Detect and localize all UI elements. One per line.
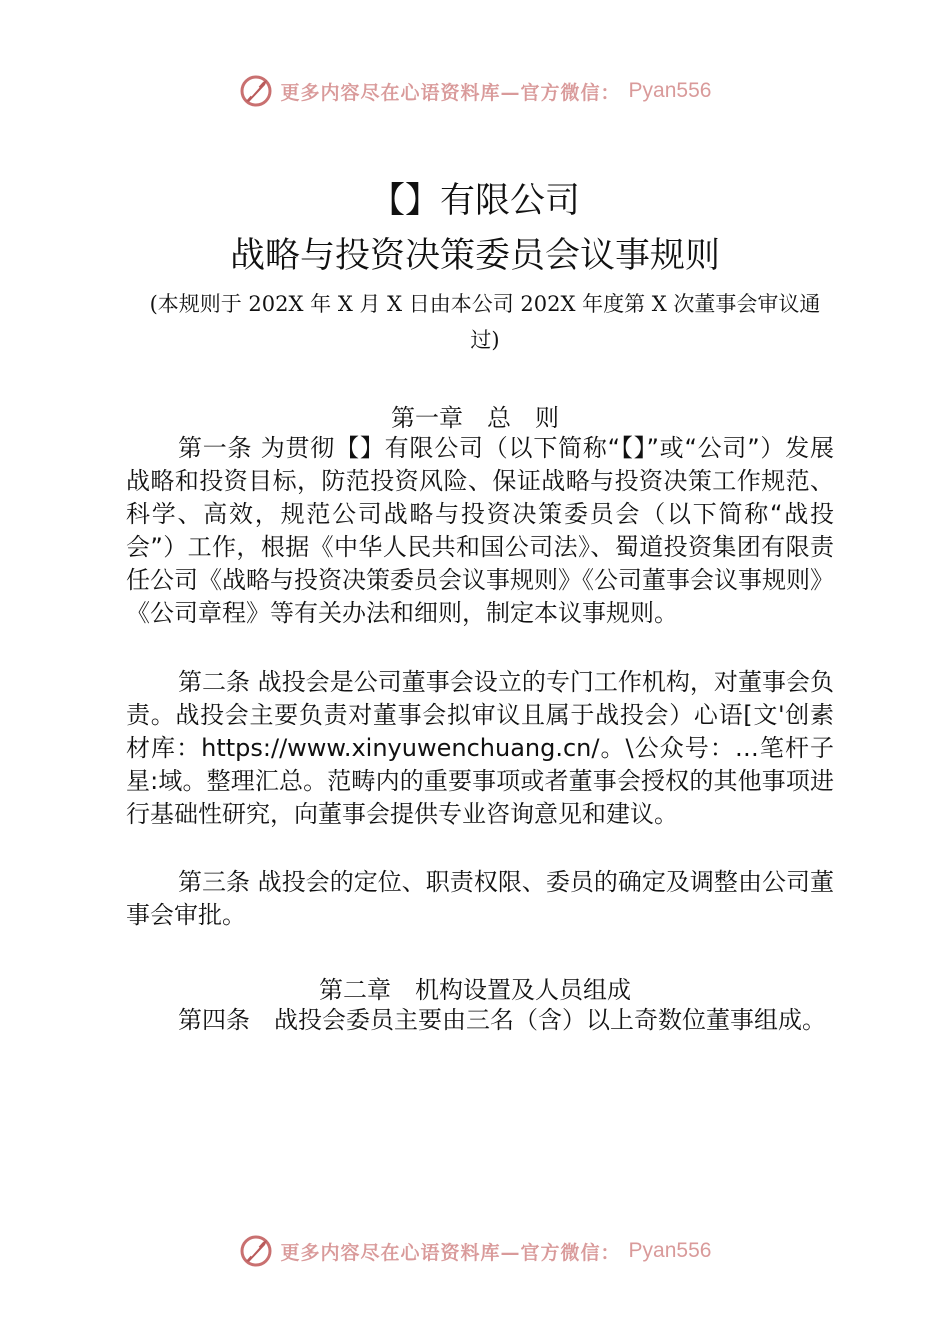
watermark-wechat-id: Pyan556 [628,79,712,102]
chapter-2-heading: 第二章 机构设置及人员组成 [319,976,631,1004]
article-2: 第二条 战投会是公司董事会设立的专门工作机构，对董事会负责。战投会主要负责对董事会拟审议且属于战投会）心语[文'创素材库：https://www.xinyuwenchuang.cn/。\公众号：…笔杆子星:域。整理汇总。范畴内的重要事项或者董事会授权的其他事项进行基础性研究，向董事会提供专业咨询意见和建议。 [126,668,834,828]
quill-logo-icon [239,74,273,108]
watermark-wechat-id: Pyan556 [628,1239,712,1262]
chapter-1-heading: 第一章 总 则 [391,404,559,432]
adoption-note: (本规则于 202X 年 X 月 X 日由本公司 202X 年度第 X 次董事会审议通过) [149,292,821,352]
article-3: 第三条 战投会的定位、职责权限、委员的确定及调整由公司董事会审批。 [126,868,834,929]
article-4: 第四条 战投会委员主要由三名（含）以上奇数位董事组成。 [178,1006,826,1034]
article-1: 第一条 为贯彻【】有限公司（以下简称“【】”或“公司”）发展战略和投资目标，防范投资风险、保证战略与投资决策工作规范、科学、高效，规范公司战略与投资决策委员会（以下简称“战投会”）工作，根据《中华人民共和国公司法》、蜀道投资集团有限责任公司《战略与投资决策委员会议事规则》《公司董事会议事规则》《公司章程》等有关办法和细则，制定本议事规则。 [126,434,834,627]
document-title-company: 【】有限公司 [369,181,580,221]
quill-logo-icon [239,1234,273,1268]
watermark-text: 更多内容尽在心语资料库—官方微信： [280,81,621,104]
watermark-header [0,74,950,108]
watermark-text: 更多内容尽在心语资料库—官方微信： [280,1241,621,1264]
watermark-footer [0,1234,950,1268]
document-title-rules: 战略与投资决策委员会议事规则 [229,236,720,276]
